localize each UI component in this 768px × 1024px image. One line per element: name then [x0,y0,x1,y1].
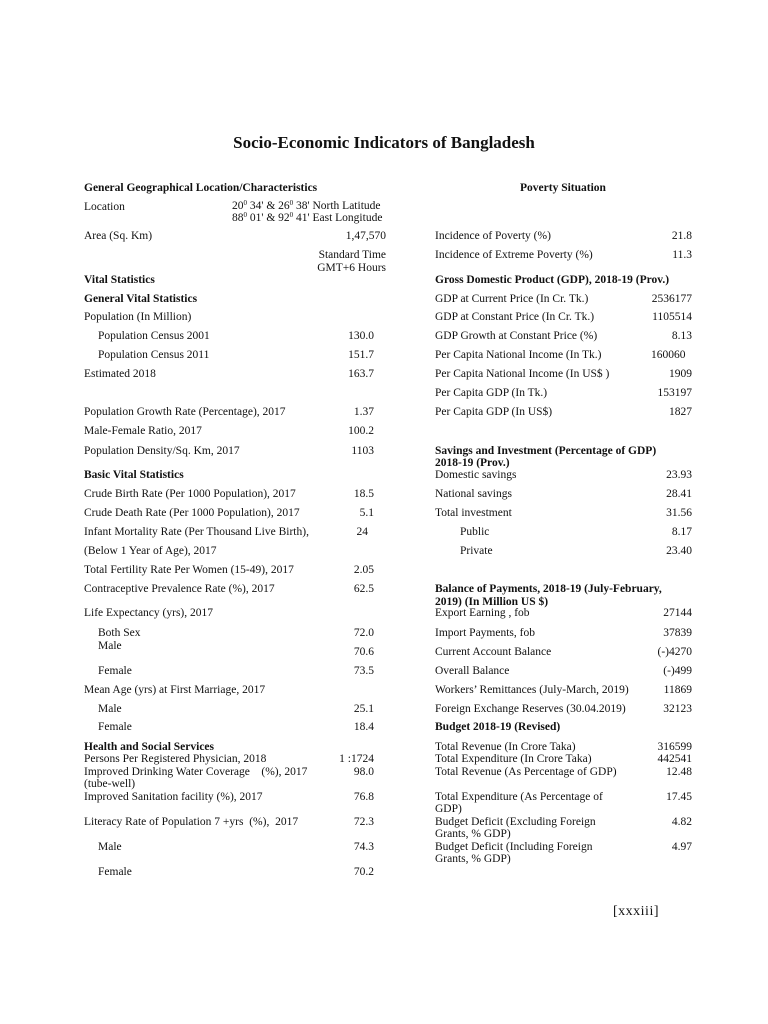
mam-female-label: Female [98,721,132,733]
census2001-label: Population Census 2001 [98,330,210,342]
cpr-value: 62.5 [353,583,374,595]
pcni-tk-value: 160060 [651,349,686,361]
lit-male-label: Male [98,841,122,853]
poverty-heading: Poverty Situation [520,182,606,194]
census2011-value: 151.7 [348,349,374,361]
gdp-constant-label: GDP at Constant Price (In Cr. Tk.) [435,311,595,323]
budget-heading: Budget 2018-19 (Revised) [435,721,561,733]
expenditure-pct-label-continued: GDP) [435,803,462,815]
imr-label-continued: (Below 1 Year of Age), 2017 [84,545,217,557]
location-label: Location [84,201,125,213]
cpr-label: Contraceptive Prevalence Rate (%), 2017 [84,583,275,595]
expenditure-value: 442541 [657,753,692,765]
import-value: 37839 [663,627,692,639]
remittances-value: 11869 [663,684,692,696]
le-female-label: Female [98,665,132,677]
current-account-label: Current Account Balance [435,646,552,658]
literacy-label: Literacy Rate of Population 7 +yrs (%), 2017 [84,816,299,828]
revenue-pct-label: Total Revenue (As Percentage of GDP) [435,766,617,778]
cdr-value: 5.1 [359,507,374,519]
extreme-poverty-label: Incidence of Extreme Poverty (%) [435,249,593,261]
estimated2018-label: Estimated 2018 [84,368,156,380]
pcgdp-usd-label: Per Capita GDP (In US$) [435,406,553,418]
pcgdp-usd-value: 1827 [669,406,692,418]
cdr-label: Crude Death Rate (Per 1000 Population), 2017 [84,507,300,519]
poverty-label: Incidence of Poverty (%) [435,230,551,242]
male-female-value: 100.2 [348,425,374,437]
vital-heading: Vital Statistics [84,274,155,286]
imr-label: Infant Mortality Rate (Per Thousand Live Birth), [84,526,309,538]
tfr-value: 2.05 [353,564,374,576]
gdp-growth-value: 8.13 [671,330,692,342]
remittances-label: Workers’ Remittances (July-March, 2019) [435,684,629,696]
le-female-value: 73.5 [353,665,374,677]
sanitation-label: Improved Sanitation facility (%), 2017 [84,791,263,803]
pcgdp-tk-value: 153197 [657,387,692,399]
tfr-label: Total Fertility Rate Per Women (15-49), 2017 [84,564,294,576]
revenue-pct-value: 12.48 [666,766,692,778]
sanitation-value: 76.8 [353,791,374,803]
male-female-label: Male-Female Ratio, 2017 [84,425,202,437]
geo-heading: General Geographical Location/Characteristics [84,182,318,194]
mam-female-value: 18.4 [353,721,374,733]
gdp-constant-value: 1105514 [652,311,692,323]
area-label: Area (Sq. Km) [84,230,153,242]
mam-male-value: 25.1 [353,703,374,715]
latitude-value: $20^0$ 34' & $26^0$ 38' North Latitude [232,199,381,212]
domestic-savings-value: 23.93 [666,469,692,481]
pcgdp-tk-label: Per Capita GDP (In Tk.) [435,387,548,399]
literacy-value: 72.3 [353,816,374,828]
revenue-value: 316599 [657,741,692,753]
expenditure-label: Total Expenditure (In Crore Taka) [435,753,592,765]
fx-reserves-label: Foreign Exchange Reserves (30.04.2019) [435,703,626,715]
public-value: 8.17 [671,526,692,538]
deficit-excl-label-continued: Grants, % GDP) [435,828,511,840]
le-both-value: 72.0 [353,627,374,639]
gmt-offset: GMT+6 Hours [317,262,386,274]
extreme-poverty-value: 11.3 [672,249,692,261]
mam-male-label: Male [98,703,122,715]
total-investment-label: Total investment [435,507,512,519]
import-label: Import Payments, fob [435,627,535,639]
life-expectancy-label: Life Expectancy (yrs), 2017 [84,607,214,619]
deficit-incl-value: 4.97 [671,841,692,853]
page-title: Socio-Economic Indicators of Bangladesh [233,133,535,152]
population-million-label: Population (In Million) [84,311,192,323]
gdp-current-label: GDP at Current Price (In Cr. Tk.) [435,293,589,305]
current-account-value: (-)4270 [657,646,692,658]
le-male-label: Male [98,640,122,652]
marriage-age-label: Mean Age (yrs) at First Marriage, 2017 [84,684,266,696]
density-value: 1103 [351,445,374,457]
health-heading: Health and Social Services [84,741,215,753]
savings-heading-continued: 2018-19 (Prov.) [435,457,510,469]
deficit-incl-label-continued: Grants, % GDP) [435,853,511,865]
density-label: Population Density/Sq. Km, 2017 [84,445,240,457]
domestic-savings-label: Domestic savings [435,469,517,481]
water-label: Improved Drinking Water Coverage (%), 2017 [84,766,308,778]
basic-vital-heading: Basic Vital Statistics [84,469,184,481]
pcni-usd-label: Per Capita National Income (In US$ ) [435,368,610,380]
revenue-label: Total Revenue (In Crore Taka) [435,741,576,753]
cbr-label: Crude Birth Rate (Per 1000 Population), 2017 [84,488,296,500]
private-label: Private [460,545,493,557]
page-number: [xxxiii] [613,904,659,919]
lit-female-value: 70.2 [353,866,374,878]
overall-balance-label: Overall Balance [435,665,510,677]
national-savings-label: National savings [435,488,512,500]
physician-label: Persons Per Registered Physician, 2018 [84,753,267,765]
gdp-current-value: 2536177 [651,293,692,305]
public-label: Public [460,526,490,538]
bop-heading: Balance of Payments, 2018-19 (July-February, [435,583,662,595]
longitude-value: $88^0$ 01' & $92^0$ 41' East Longitude [232,211,383,224]
cbr-value: 18.5 [353,488,374,500]
export-value: 27144 [663,607,692,619]
export-label: Export Earning , fob [435,607,530,619]
le-both-label: Both Sex [98,627,141,639]
gdp-growth-label: GDP Growth at Constant Price (%) [435,330,598,342]
census2001-value: 130.0 [348,330,374,342]
national-savings-value: 28.41 [666,488,692,500]
area-value: 1,47,570 [345,230,386,242]
water-label-continued: (tube-well) [84,778,136,790]
bop-heading-continued: 2019) (In Million US $) [435,596,549,608]
expenditure-pct-value: 17.45 [666,791,692,803]
gdp-heading: Gross Domestic Product (GDP), 2018-19 (Prov.) [435,274,670,286]
general-vital-heading: General Vital Statistics [84,293,198,305]
lit-female-label: Female [98,866,132,878]
fx-reserves-value: 32123 [663,703,692,715]
total-investment-value: 31.56 [666,507,692,519]
census2011-label: Population Census 2011 [98,349,210,361]
private-value: 23.40 [666,545,692,557]
estimated2018-value: 163.7 [348,368,374,380]
growth-label: Population Growth Rate (Percentage), 2017 [84,406,286,418]
imr-value: 24 [356,526,368,538]
deficit-incl-label: Budget Deficit (Including Foreign [435,841,593,853]
overall-balance-value: (-)499 [663,665,692,677]
deficit-excl-label: Budget Deficit (Excluding Foreign [435,816,596,828]
expenditure-pct-label: Total Expenditure (As Percentage of [435,791,603,803]
pcni-tk-label: Per Capita National Income (In Tk.) [435,349,602,361]
savings-heading: Savings and Investment (Percentage of GDP) [435,445,657,457]
le-male-value: 70.6 [353,646,374,658]
lit-male-value: 74.3 [353,841,374,853]
pcni-usd-value: 1909 [669,368,692,380]
growth-value: 1.37 [353,406,374,418]
physician-value: 1 :1724 [339,753,374,765]
poverty-value: 21.8 [671,230,692,242]
deficit-excl-value: 4.82 [671,816,692,828]
standard-time: Standard Time [318,249,386,261]
water-value: 98.0 [353,766,374,778]
